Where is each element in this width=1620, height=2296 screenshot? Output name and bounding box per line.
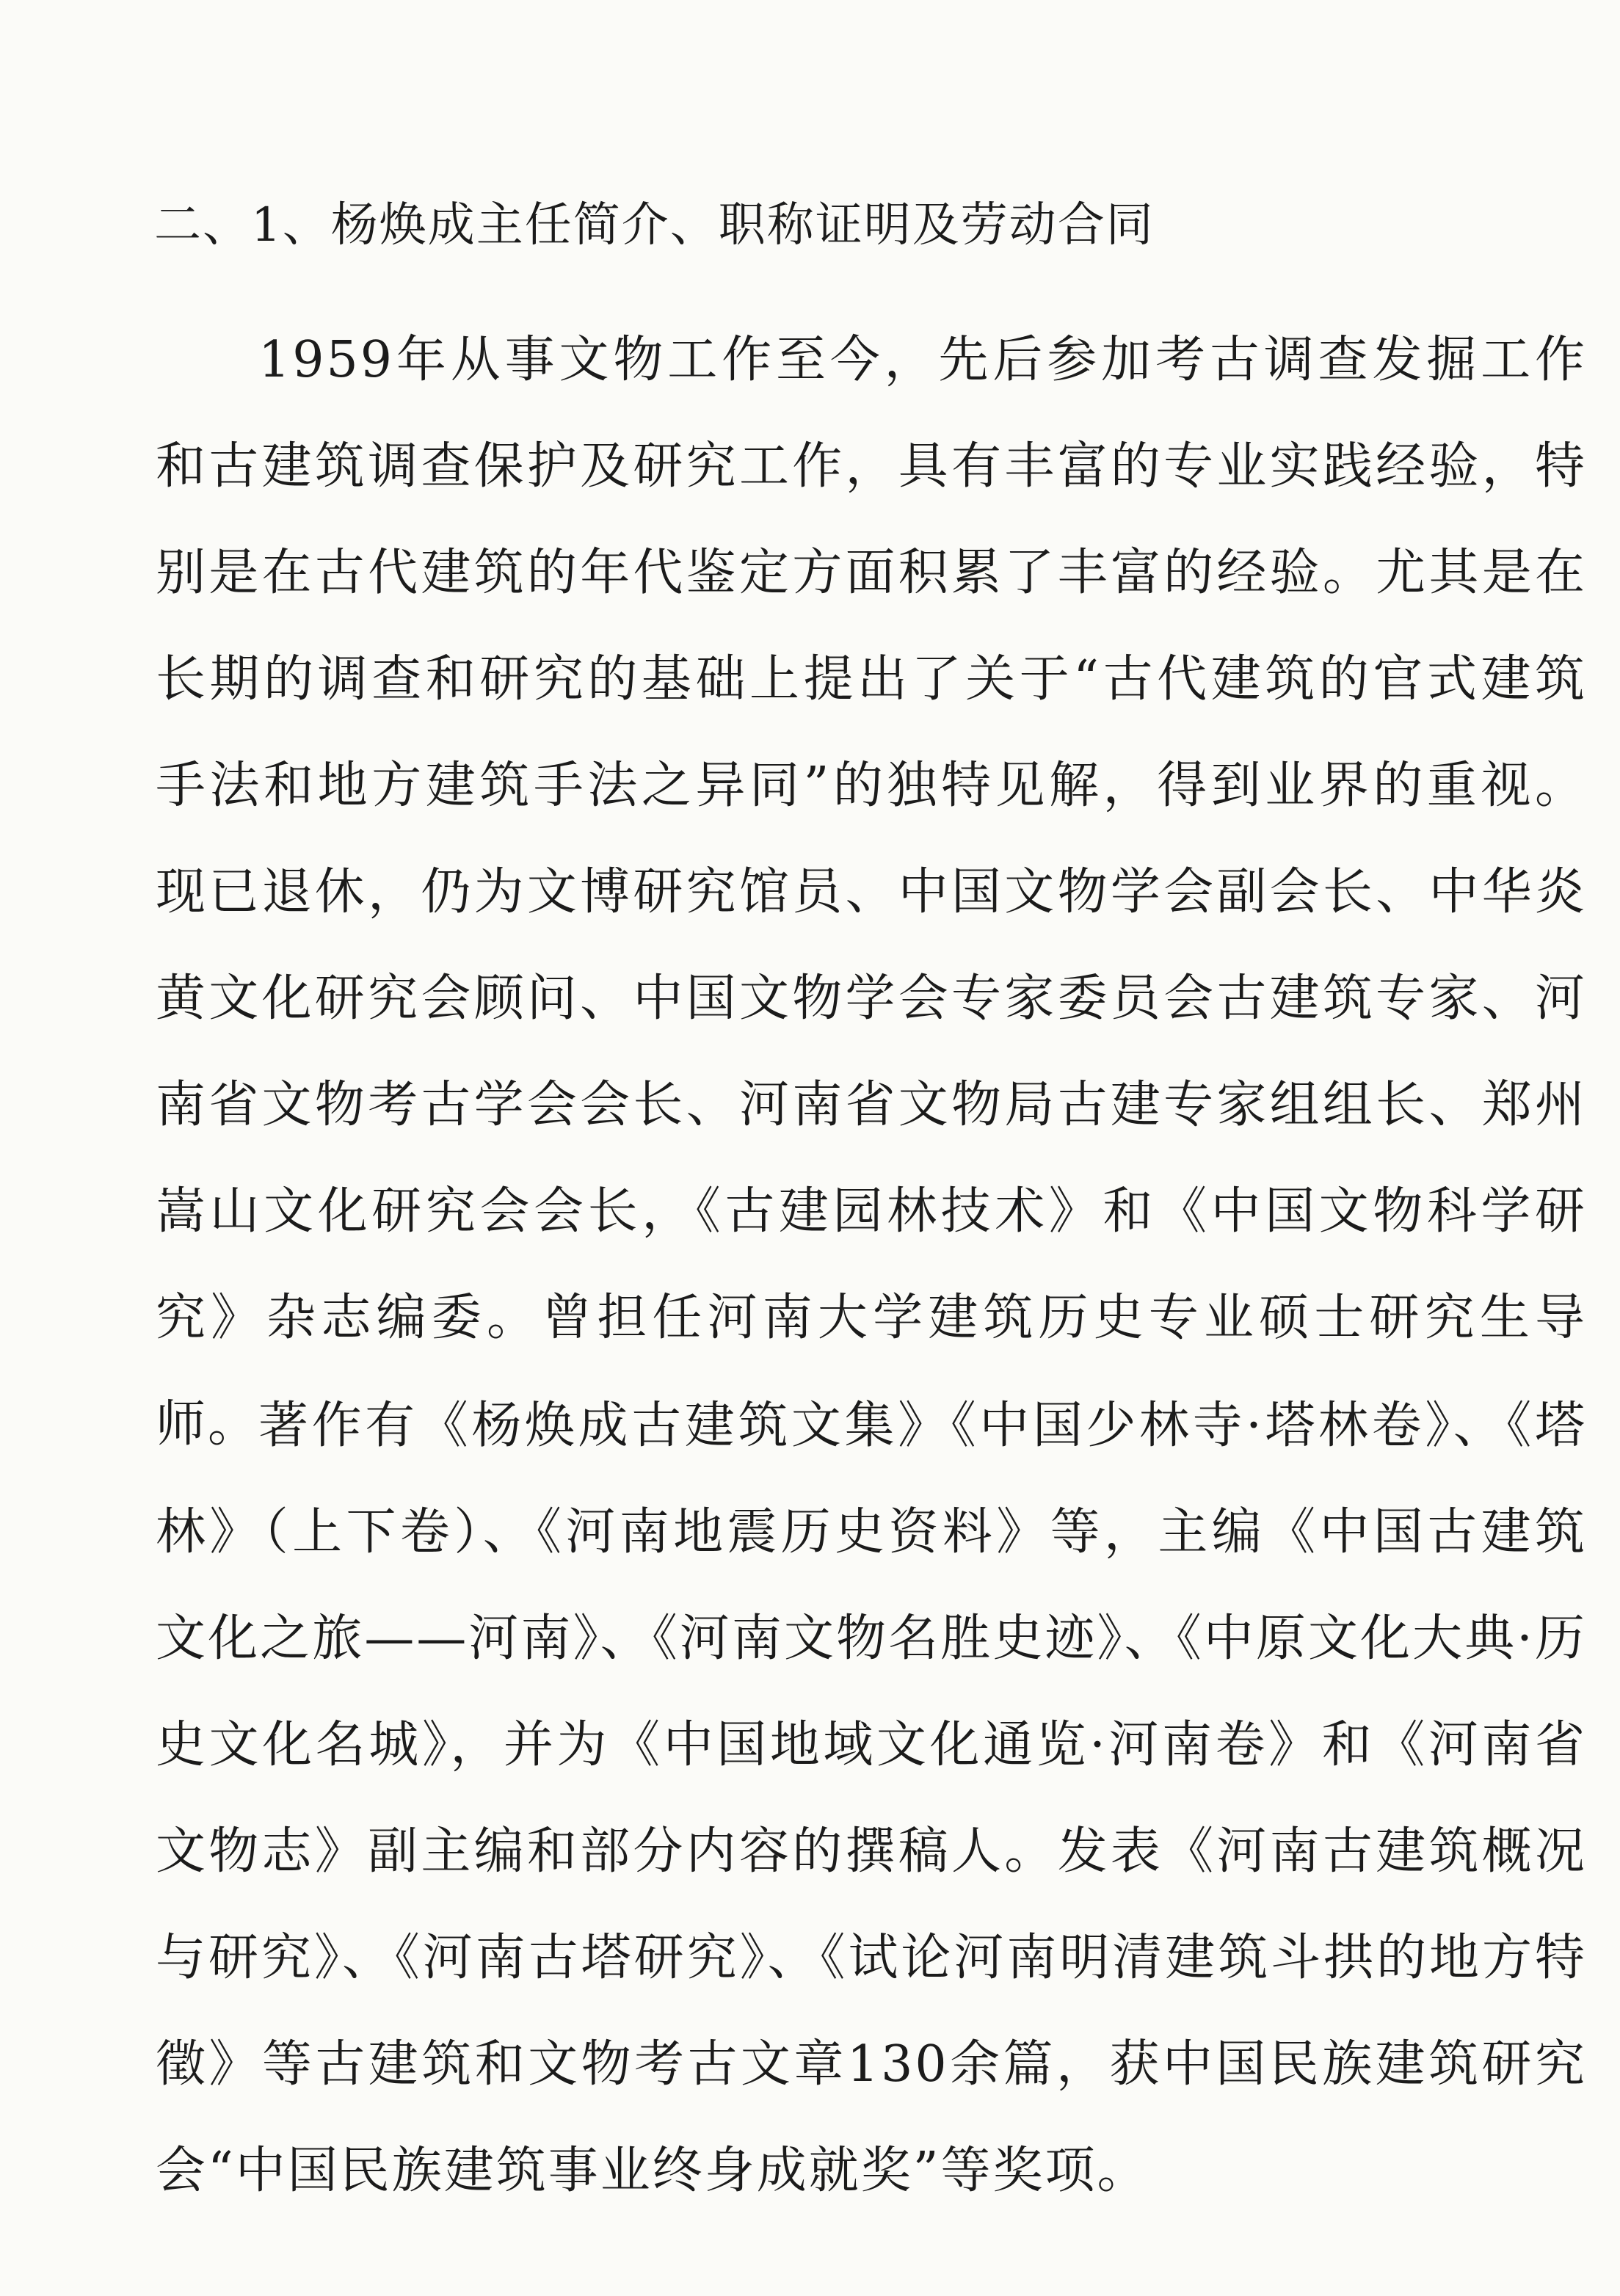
section-heading: 二、1、杨焕成主任简介、职称证明及劳动合同	[154, 198, 1155, 253]
paragraph-career: 1959年从事文物工作至今，先后参加考古调查发掘工作和古建筑调查保护及研究工作，具有丰富的专业实践经验，特别是在古代建筑的年代鉴定方面积累了丰富的经验。尤其是在长期的调查和研究的基础上提出了关于“古代建筑的官式建筑手法和地方建筑手法之异同”的独特见解，得到业界的重视。现已退休，仍为文博研究馆员、中国文物学会副会长、中华炎黄文化研究会顾问、中国文物学会专家委员会古建筑专家、河南省文物考古学会会长、河南省文物局古建专家组组长、郑州嵩山文化研究会会长，《古建园林技术》和《中国文物科学研究》杂志编委。曾担任河南大学建筑历史专业硕士研究生导师。	[156, 331, 1588, 1453]
paragraph-publications: 著作有《杨焕成古建筑文集》《中国少林寺·塔林卷》、《塔林》（上下卷）、《河南地震历史资料》等，主编《中国古建筑文化之旅——河南》、《河南文物名胜史迹》、《中原文化大典·历史文化名城》，并为《中国地域文化通览·河南卷》和《河南省文物志》副主编和部分内容的撰稿人。发表《河南古建筑概况与研究》、《河南古塔研究》、《试论河南明清建筑斗拱的地方特徵》等古建筑和文物考古文章130余篇，获中国民族建筑研究会“中国民族建筑事业终身成就奖”等奖项。	[156, 1397, 1587, 2200]
